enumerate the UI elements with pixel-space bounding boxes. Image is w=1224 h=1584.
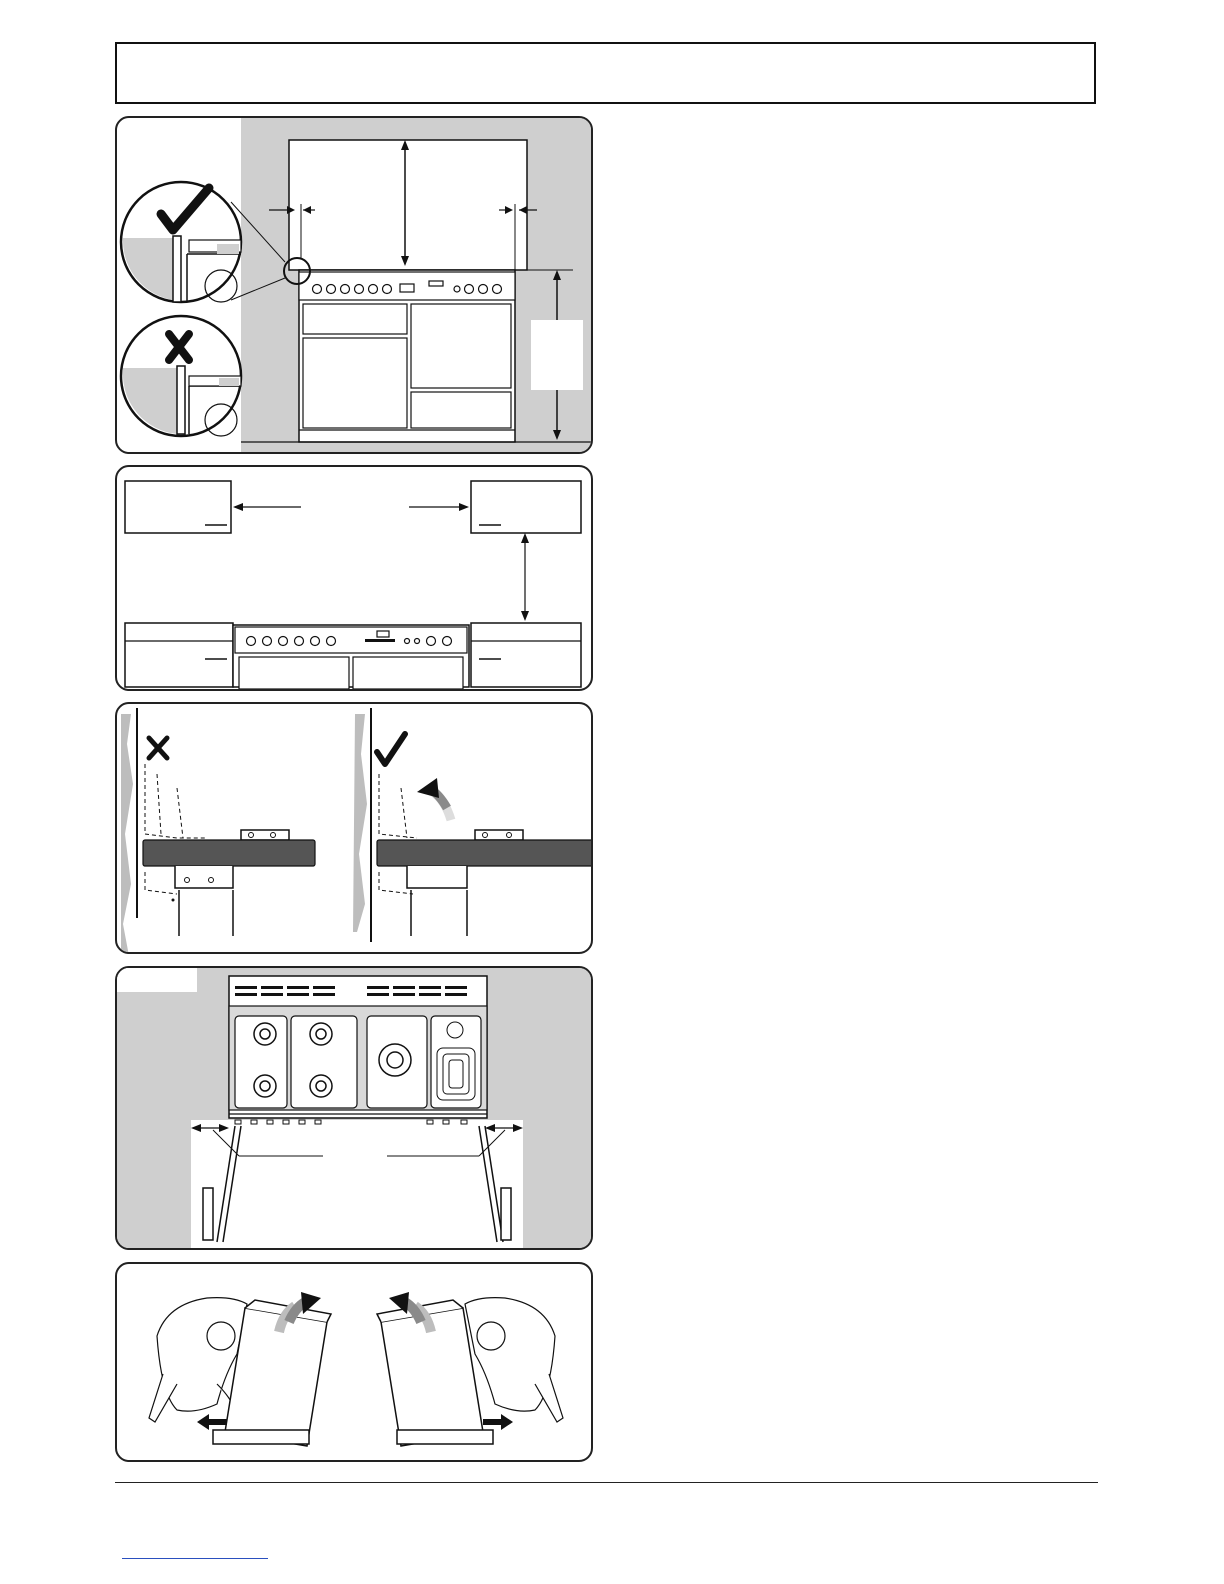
figure-stability-bracket: [115, 702, 593, 954]
clearances-illustration: [117, 118, 593, 454]
figure-lifting: [115, 1262, 593, 1462]
detail-correct: [121, 182, 241, 302]
curved-arrow-icon: [417, 778, 451, 820]
right-column-text: [610, 120, 1090, 1460]
push-arrow-icon: [197, 1414, 227, 1430]
page-header-box: [115, 42, 1096, 104]
cross-icon: [149, 738, 167, 758]
push-arrow-icon: [483, 1414, 513, 1430]
hob-top-view-illustration: [117, 968, 593, 1250]
footer-divider: [115, 1482, 1098, 1483]
wall-cabinets-illustration: [117, 467, 593, 691]
figure-hob-top-view: [115, 966, 593, 1250]
figure-clearances: [115, 116, 593, 454]
tick-icon: [377, 734, 405, 764]
figure-wall-cabinets: [115, 465, 593, 691]
footer-text: [115, 1490, 1095, 1510]
stability-bracket-illustration: [117, 704, 593, 954]
detail-incorrect: [121, 316, 241, 436]
bottom-link-underline[interactable]: [122, 1558, 268, 1559]
lifting-illustration: [117, 1264, 593, 1462]
